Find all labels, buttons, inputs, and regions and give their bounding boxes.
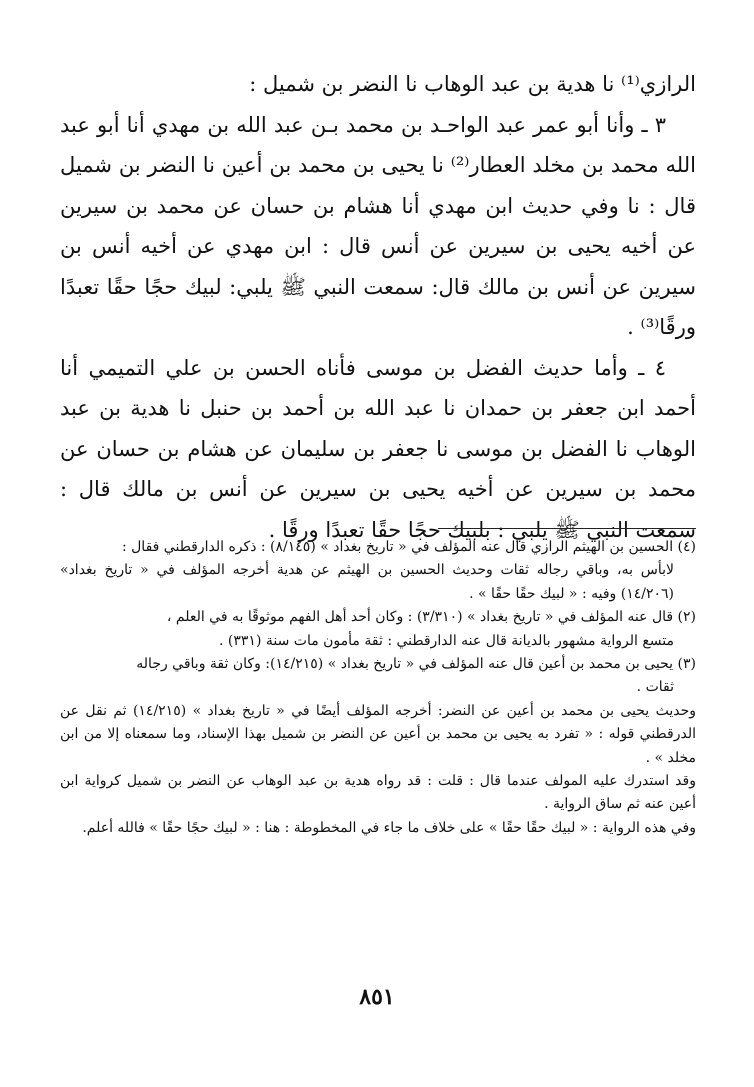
main-text bbox=[60, 64, 696, 550]
footnote-1: (٤) الحسين بن الهيثم الرازي قال عنه المؤلف في « تاريخ بغداد » (٨/١٤٥) : ذكره الدارقطني فقال : bbox=[121, 539, 696, 555]
footnote-2-continued: متسع الرواية مشهور بالديانة قال عنه الدارقطني : ثقة مأمون مات سنة (٣٣١) . bbox=[219, 632, 674, 649]
footnote-3-continued: ثقات . bbox=[636, 679, 674, 696]
paragraph-4: ٤ ـ وأما حديث الفضل بن موسى فأناه الحسن بن علي التميمي أنا أحمد ابن جعفر بن حمدان نا عبد الله بن أحمد بن حنبل نا هدية بن عبد الوهاب نا الفضل بن موسى نا جعفر بن سليمان عن هشام بن حسان عن محمد بن سيرين عن أخيه يحيى بن سيرين عن أنس بن مالك قال : سمعت النبي ﷺ يلبي : بلبيك حجًا حقًا تعبدًا ورقًا . bbox=[60, 355, 696, 542]
page-number: ٨٥١ bbox=[359, 984, 395, 1010]
footnote-3-paragraph-3: وقد استدرك عليه المولف عندما قال : قلت : قد رواه هدية بن عبد الوهاب عن النضر بن شميل كرواية ابن أعين عنه ثم ساق الرواية . bbox=[60, 773, 696, 813]
footnote-3-paragraph-4: وفي هذه الرواية : « لبيك حقًا حقًا » على خلاف ما جاء في المخطوطة : هنا : « لبيك حجًا حقًا » فالله أعلم. bbox=[82, 819, 696, 836]
footnote-separator bbox=[438, 528, 696, 529]
footnote-3: (٣) يحيى بن محمد بن أعين قال عنه المؤلف في « تاريخ بغداد » (١٤/٢١٥): وكان ثقة وباقي رجاله bbox=[136, 656, 696, 673]
paragraph-opening: الرازي⁽¹⁾ نا هدية بن عبد الوهاب نا النضر بن شميل : bbox=[249, 72, 696, 96]
paragraph-3: ٣ ـ وأنا أبو عمر عبد الواحـد بن محمد بـن عبد الله بن مهدي أنا أبو عبد الله محمد بن مخلد العطار⁽²⁾ نا يحيى بن محمد بن أعين نا النضر بن شميل قال : نا وفي حديث ابن مهدي أنا هشام بن حسان عن محمد بن سيرين عن أخيه يحيى بن سيرين عن أنس قال : ابن مهدي عن أخيه أنس بن سيرين عن أنس بن مالك قال: سمعت النبي ﷺ يلبي: لبيك حجًا حقًا تعبدًا ورقًا⁽³⁾ . bbox=[60, 112, 696, 339]
footnotes bbox=[60, 536, 696, 840]
footnote-1-continued: لابأس به، وباقي رجاله ثقات وحديث الحسين بن الهيثم عن هدية أخرجه المؤلف في « تاريخ بغداد» (١٤/٢٠٦) وفيه : « لبيك حقًا حقًا » . bbox=[60, 562, 674, 602]
footnote-3-paragraph-2: وحديث يحيى بن محمد بن أعين عن النضر: أخرجه المؤلف أيضًا في « تاريخ بغداد » (١٤/٢١٥) ثم نقل عن الدرقطني قوله : « تفرد به يحيى بن محمد بن أعين عن النضر بن شميل بهذا الإسناد، وما سمعناه إلا من ابن مخلد » . bbox=[60, 702, 696, 766]
footnote-2: (٢) قال عنه المؤلف في « تاريخ بغداد » (٣/٣١٠) : وكان أحد أهل الفهم موثوقًا به في العلم ، bbox=[166, 609, 696, 626]
